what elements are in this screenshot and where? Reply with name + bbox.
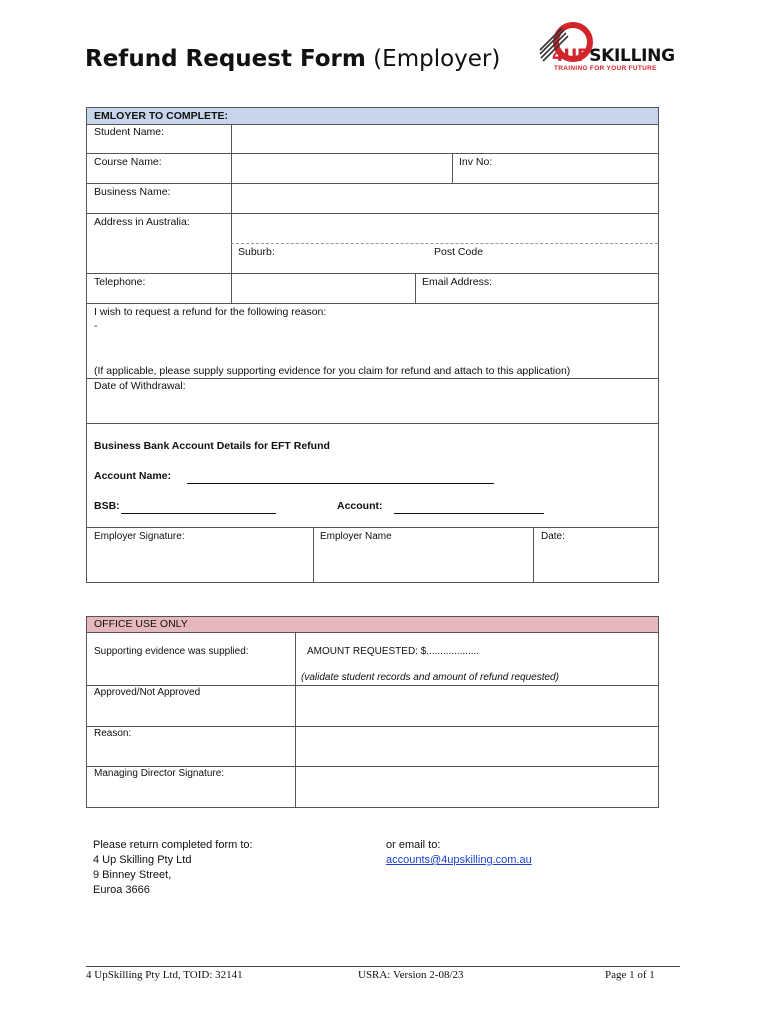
logo-tagline: TRAINING FOR YOUR FUTURE	[554, 65, 657, 72]
md-signature-label: Managing Director Signature:	[94, 768, 225, 779]
inv-no-label: Inv No:	[459, 156, 493, 168]
employer-header-label: EMLOYER TO COMPLETE:	[94, 110, 228, 122]
suburb-label: Suburb:	[238, 246, 275, 258]
reason-prompt: I wish to request a refund for the following reason:	[94, 306, 327, 318]
return-line2: 9 Binney Street,	[93, 869, 172, 881]
md-signature-field[interactable]	[296, 767, 658, 807]
course-name-field[interactable]	[232, 154, 452, 183]
office-header	[86, 616, 659, 633]
account-line[interactable]	[394, 513, 544, 514]
withdrawal-row[interactable]	[86, 379, 659, 424]
office-reason-label: Reason:	[94, 728, 132, 739]
address-row	[86, 214, 659, 274]
employer-signature-label: Employer Signature:	[94, 531, 185, 542]
account-label: Account:	[337, 500, 383, 512]
post-code-label: Post Code	[434, 246, 484, 258]
date-label: Date:	[541, 531, 565, 542]
md-signature-row	[86, 767, 659, 808]
return-line1: 4 Up Skilling Pty Ltd	[93, 854, 192, 866]
business-name-row	[86, 184, 659, 214]
email-label: Email Address:	[422, 276, 493, 288]
course-row	[86, 154, 659, 184]
return-address	[93, 838, 253, 898]
employer-signature-field[interactable]	[87, 528, 313, 582]
signature-row	[86, 528, 659, 583]
student-name-label: Student Name:	[94, 126, 165, 138]
office-reason-row	[86, 727, 659, 767]
email-heading: or email to:	[386, 839, 441, 851]
bsb-line[interactable]	[121, 513, 276, 514]
company-logo	[538, 20, 678, 78]
return-heading: Please return completed form to:	[93, 839, 253, 851]
employer-header	[86, 107, 659, 125]
logo-wordmark: 4UPSKILLING	[552, 46, 675, 66]
bank-details	[86, 424, 659, 528]
office-header-label: OFFICE USE ONLY	[94, 618, 188, 630]
business-name-label: Business Name:	[94, 186, 171, 198]
reason-row[interactable]	[86, 304, 659, 379]
approved-row	[86, 686, 659, 727]
supporting-label: Supporting evidence was supplied:	[94, 646, 249, 657]
footer-left: 4 UpSkilling Pty Ltd, TOID: 32141	[86, 969, 243, 981]
account-name-label: Account Name:	[94, 470, 172, 482]
approved-label: Approved/Not Approved	[94, 687, 201, 698]
footer-divider	[86, 966, 680, 967]
student-name-field[interactable]	[232, 124, 658, 153]
page-title: Refund Request Form (Employer)	[85, 46, 501, 72]
bsb-label: BSB:	[94, 500, 120, 512]
telephone-row	[86, 274, 659, 304]
course-name-label: Course Name:	[94, 156, 162, 168]
footer-page: Page 1 of 1	[605, 969, 655, 981]
student-name-row	[86, 124, 659, 154]
validate-note: (validate student records and amount of refund requested)	[301, 672, 559, 683]
footer-center: USRA: Version 2-08/23	[358, 969, 464, 981]
office-reason-field[interactable]	[296, 727, 658, 766]
business-name-field[interactable]	[232, 184, 658, 213]
evidence-note: (If applicable, please supply supporting evidence for you claim for refund and attach to this application)	[94, 365, 571, 377]
bank-heading: Business Bank Account Details for EFT Refund	[94, 440, 330, 452]
return-line3: Euroa 3666	[93, 884, 150, 896]
date-withdrawal-label: Date of Withdrawal:	[94, 380, 186, 392]
reason-dash: -	[94, 320, 98, 332]
return-email	[386, 838, 532, 868]
address-field[interactable]	[232, 214, 658, 273]
supporting-row	[86, 632, 659, 686]
telephone-label: Telephone:	[94, 276, 146, 288]
telephone-field[interactable]	[232, 274, 415, 303]
amount-requested[interactable]: AMOUNT REQUESTED: $...................	[307, 646, 480, 657]
email-link[interactable]: accounts@4upskilling.com.au	[386, 854, 532, 866]
account-name-line[interactable]	[187, 483, 494, 484]
approved-field[interactable]	[296, 686, 658, 726]
employer-name-label: Employer Name	[320, 531, 392, 542]
address-label: Address in Australia:	[94, 216, 190, 228]
